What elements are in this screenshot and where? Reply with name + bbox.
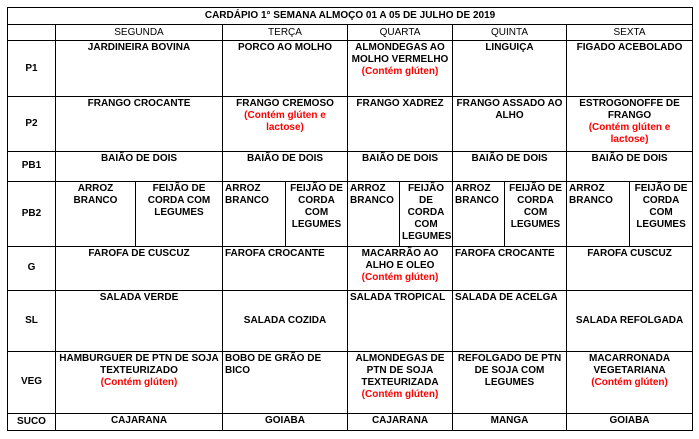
day-segunda: SEGUNDA — [56, 25, 223, 41]
cell-pb2-segunda-arroz: ARROZ BRANCO — [56, 181, 136, 247]
cell-sl-quarta: SALADA TROPICAL — [348, 290, 453, 352]
row-suco — [8, 413, 693, 430]
day-header-row — [8, 25, 693, 41]
allergen-note: (Contém glúten) — [361, 389, 439, 401]
dish: BOBO DE GRÃO DE BICO — [225, 353, 322, 377]
cell-pb2-quarta-feijao: FEIJÃO DE CORDA COM LEGUMES — [400, 181, 453, 247]
cell-suco-sexta: GOIABA — [567, 413, 693, 430]
row-pb1 — [8, 152, 693, 181]
cell-veg-terca — [223, 352, 348, 414]
dish: ALMONDEGAS DE PTN DE SOJA TEXTEURIZADA — [355, 353, 445, 389]
cell-p1-segunda — [56, 41, 223, 97]
row-label-suco: SUCO — [8, 413, 56, 430]
cell-g-quinta — [453, 247, 567, 290]
allergen-note: (Contém glúten e lactose) — [244, 109, 326, 133]
menu-title: CARDÁPIO 1° SEMANA ALMOÇO 01 A 05 DE JULHO DE 2019 — [8, 8, 693, 25]
cell-suco-segunda: CAJARANA — [56, 413, 223, 430]
cell-pb2-sexta-feijao: FEIJÃO DE CORDA COM LEGUMES — [630, 181, 693, 247]
corner-cell — [8, 25, 56, 41]
dish: FAROFA DE CUSCUZ — [88, 248, 190, 260]
dish: FIGADO ACEBOLADO — [576, 42, 683, 54]
row-label-pb1: PB1 — [8, 152, 56, 181]
cell-pb1-quinta: BAIÃO DE DOIS — [453, 152, 567, 181]
row-label-p1: P1 — [8, 41, 56, 97]
row-veg — [8, 352, 693, 414]
cell-pb2-sexta-arroz: ARROZ BRANCO — [567, 181, 630, 247]
cell-pb1-segunda: BAIÃO DE DOIS — [56, 152, 223, 181]
title-row — [8, 8, 693, 25]
cell-veg-quinta — [453, 352, 567, 414]
allergen-note: (Contém glúten) — [361, 272, 439, 284]
cell-p2-segunda — [56, 96, 223, 152]
cell-p2-quinta — [453, 96, 567, 152]
row-label-pb2: PB2 — [8, 181, 56, 247]
allergen-note: (Contém glúten) — [100, 377, 178, 389]
allergen-note: (Contém glúten) — [361, 66, 439, 78]
cell-sl-quinta: SALADA DE ACELGA — [453, 290, 567, 352]
day-terca: TERÇA — [223, 25, 348, 41]
cell-suco-quarta: CAJARANA — [348, 413, 453, 430]
dish: MACARRONADA VEGETARIANA — [588, 353, 671, 377]
cell-pb2-quinta-feijao: FEIJÃO DE CORDA COM LEGUMES — [505, 181, 567, 247]
dish: ALMONDEGAS AO MOLHO VERMELHO — [351, 42, 449, 66]
dish: FAROFA CUSCUZ — [587, 248, 672, 260]
allergen-note: (Contém glúten) — [591, 377, 668, 389]
dish: REFOLGADO DE PTN DE SOJA COM LEGUMES — [457, 353, 562, 389]
dish: LINGUIÇA — [485, 42, 534, 54]
row-pb2 — [8, 181, 693, 247]
row-label-g: G — [8, 247, 56, 290]
cell-pb1-sexta: BAIÃO DE DOIS — [567, 152, 693, 181]
day-quarta: QUARTA — [348, 25, 453, 41]
menu-table — [7, 7, 693, 431]
cell-p1-quarta — [348, 41, 453, 97]
cell-pb2-quinta-arroz: ARROZ BRANCO — [453, 181, 505, 247]
row-label-veg: VEG — [8, 352, 56, 414]
day-quinta: QUINTA — [453, 25, 567, 41]
cell-pb2-segunda-feijao: FEIJÃO DE CORDA COM LEGUMES — [136, 181, 223, 247]
cell-p1-quinta — [453, 41, 567, 97]
dish: FRANGO ASSADO AO ALHO — [456, 97, 563, 121]
cell-p2-terca — [223, 96, 348, 152]
dish: FAROFA CROCANTE — [455, 248, 555, 260]
cell-p2-quarta — [348, 96, 453, 152]
cell-g-segunda — [56, 247, 223, 290]
dish: MACARRÃO AO ALHO E OLEO — [361, 248, 439, 272]
dish: PORCO AO MOLHO — [237, 42, 333, 54]
row-p2 — [8, 96, 693, 152]
cell-sl-segunda: SALADA VERDE — [56, 290, 223, 352]
cell-sl-sexta: SALADA REFOLGADA — [567, 290, 693, 352]
cell-p1-sexta — [567, 41, 693, 97]
cell-p2-sexta — [567, 96, 693, 152]
dish: FRANGO CROCANTE — [87, 97, 191, 109]
cell-veg-quarta — [348, 352, 453, 414]
dish: ESTROGONOFFE DE FRANGO — [579, 97, 680, 121]
row-sl — [8, 290, 693, 352]
day-sexta: SEXTA — [567, 25, 693, 41]
cell-pb1-terca: BAIÃO DE DOIS — [223, 152, 348, 181]
cell-pb2-terca-arroz: ARROZ BRANCO — [223, 181, 286, 247]
cell-g-terca — [223, 247, 348, 290]
cell-veg-sexta — [567, 352, 693, 414]
cell-sl-terca: SALADA COZIDA — [223, 290, 348, 352]
cell-suco-quinta: MANGA — [453, 413, 567, 430]
dish: FRANGO CREMOSO — [236, 97, 334, 109]
allergen-note: (Contém glúten e lactose) — [588, 121, 671, 145]
cell-pb2-quarta-arroz: ARROZ BRANCO — [348, 181, 400, 247]
row-p1 — [8, 41, 693, 97]
row-g — [8, 247, 693, 290]
row-label-sl: SL — [8, 290, 56, 352]
row-label-p2: P2 — [8, 96, 56, 152]
cell-pb1-quarta: BAIÃO DE DOIS — [348, 152, 453, 181]
cell-p1-terca — [223, 41, 348, 97]
cell-g-sexta — [567, 247, 693, 290]
dish: HAMBURGUER DE PTN DE SOJA TEXTEURIZADO — [59, 353, 219, 377]
cell-veg-segunda — [56, 352, 223, 414]
cell-g-quarta — [348, 247, 453, 290]
dish: FAROFA CROCANTE — [225, 248, 325, 260]
dish: JARDINEIRA BOVINA — [87, 42, 191, 54]
dish: FRANGO XADREZ — [356, 97, 444, 109]
cell-pb2-terca-feijao: FEIJÃO DE CORDA COM LEGUMES — [286, 181, 348, 247]
cell-suco-terca: GOIABA — [223, 413, 348, 430]
